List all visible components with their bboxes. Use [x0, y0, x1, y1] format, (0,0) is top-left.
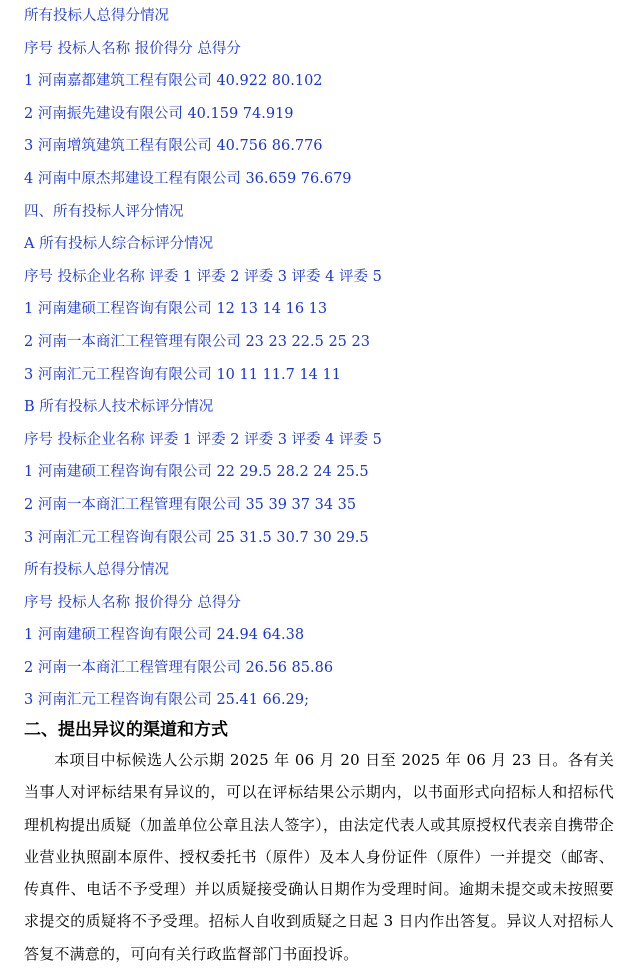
- comprehensive-score-row: 1 河南建硕工程咨询有限公司 12 13 14 16 13: [24, 301, 328, 318]
- technical-score-row: 3 河南汇元工程咨询有限公司 25 31.5 30.7 30 29.5: [24, 529, 369, 546]
- total-score-header: 序号 投标人名称 报价得分 总得分: [24, 40, 241, 57]
- total-score-row: 1 河南嘉都建筑工程有限公司 40.922 80.102: [24, 73, 323, 90]
- final-total-title: 所有投标人总得分情况: [24, 562, 169, 579]
- technical-score-row: 1 河南建硕工程咨询有限公司 22 29.5 28.2 24 25.5: [24, 464, 369, 481]
- comprehensive-score-header: 序号 投标企业名称 评委 1 评委 2 评委 3 评委 4 评委 5: [24, 268, 382, 285]
- final-total-row: 3 河南汇元工程咨询有限公司 25.41 66.29;: [24, 692, 309, 709]
- total-score-title: 所有投标人总得分情况: [24, 8, 169, 24]
- technical-score-title: B 所有投标人技术标评分情况: [24, 399, 214, 416]
- final-total-header: 序号 投标人名称 报价得分 总得分: [24, 594, 241, 611]
- bidder-scoring-title: 四、所有投标人评分情况: [24, 203, 184, 220]
- technical-score-row: 2 河南一本商汇工程管理有限公司 35 39 37 34 35: [24, 496, 357, 513]
- comprehensive-score-row: 2 河南一本商汇工程管理有限公司 23 23 22.5 25 23: [24, 333, 370, 350]
- technical-score-header: 序号 投标企业名称 评委 1 评委 2 评委 3 评委 4 评委 5: [24, 431, 382, 448]
- total-score-row: 2 河南振先建设有限公司 40.159 74.919: [24, 105, 294, 122]
- objection-section-heading: 二、提出异议的渠道和方式: [24, 720, 228, 740]
- total-score-row: 4 河南中原杰邦建设工程有限公司 36.659 76.679: [24, 170, 352, 187]
- total-score-row: 3 河南增筑建筑工程有限公司 40.756 86.776: [24, 138, 323, 155]
- comprehensive-score-row: 3 河南汇元工程咨询有限公司 10 11 11.7 14 11: [24, 366, 341, 383]
- objection-paragraph: 本项目中标候选人公示期 2025 年 06 月 20 日至 2025 年 06 月 23 日。各有关当事人对评标结果有异议的，可以在评标结果公示期内，以书面形式向招标人和招标代理机构提出质疑（加盖单位公章且法人签字），由法定代表人或其原授权代表亲自携带企业营业执照副本原件、授权委托书（原件）及本人身份证件（原件）一并提交（邮寄、传真件、电话不予受理）并以质疑接受确认日期作为受理时间。逾期未提交或未按照要求提交的质疑将不予受理。招标人自收到质疑之日起 3 日内作出答复。异议人对招标人答复不满意的，可向有关行政监督部门书面投诉。: [24, 751, 614, 963]
- final-total-row: 1 河南建硕工程咨询有限公司 24.94 64.38: [24, 627, 305, 644]
- score-listing: [24, 0, 620, 717]
- comprehensive-score-title: A 所有投标人综合标评分情况: [24, 236, 214, 253]
- final-total-row: 2 河南一本商汇工程管理有限公司 26.56 85.86: [24, 659, 334, 676]
